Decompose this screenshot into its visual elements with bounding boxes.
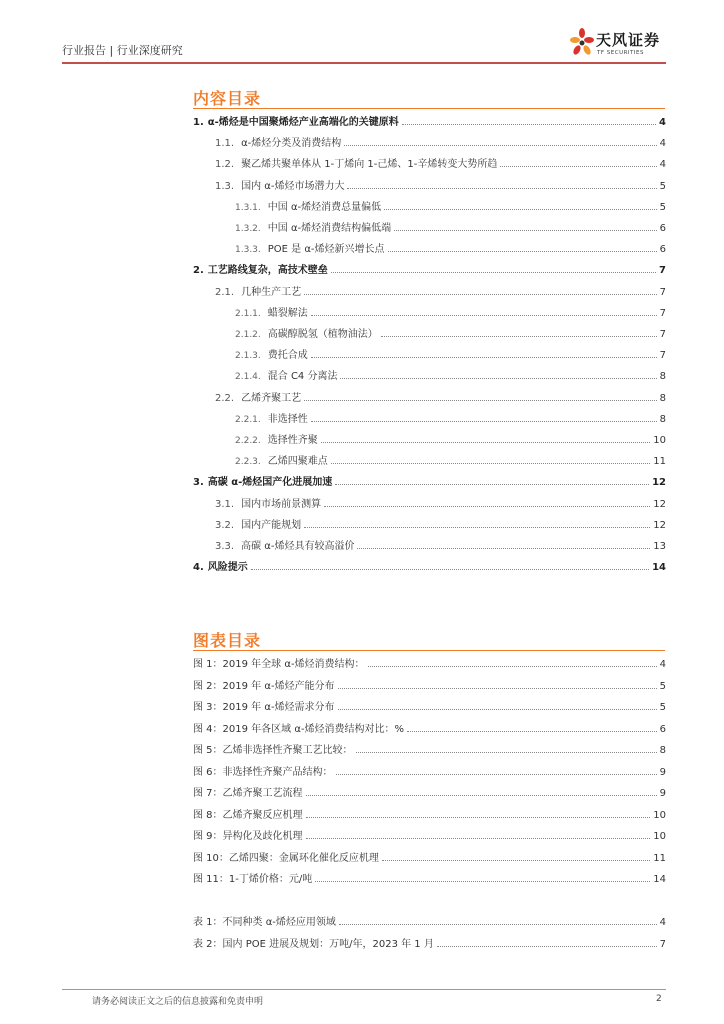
figure-entry-page: 4 <box>659 659 666 670</box>
toc-entry-page: 7 <box>659 307 666 319</box>
figure-entry-leader-dots <box>338 688 657 689</box>
toc-entry-leader-dots <box>311 421 657 422</box>
toc-entry-number: 2.1.3. <box>235 351 261 362</box>
toc-entry-number: 2.2. <box>215 392 235 404</box>
toc-entry-page: 14 <box>652 562 666 574</box>
toc-entry-number: 1.3.2. <box>235 224 261 234</box>
toc-entry-page: 12 <box>653 519 666 531</box>
toc-entry[interactable] <box>193 260 666 276</box>
toc-entry[interactable] <box>235 430 666 446</box>
footer-disclaimer: 请务必阅读正文之后的信息披露和免责申明 <box>92 997 264 1007</box>
figure-entry-label: 图 2：2019 年 α-烯烃产能分布 <box>193 680 335 692</box>
figure-entry-label: 图 6：非选择性齐聚产品结构： <box>193 766 333 778</box>
toc-entry-page: 10 <box>653 435 666 446</box>
toc-entry-page: 5 <box>659 180 666 192</box>
toc-entry-label: 高碳醇脱氢（植物油法） <box>267 329 378 340</box>
toc-entry-label: 乙烯齐聚工艺 <box>241 392 302 404</box>
toc-entry-number: 3.2. <box>215 519 235 531</box>
toc-entry-label: α-烯烃分类及消费结构 <box>241 138 342 150</box>
toc-entry[interactable] <box>235 239 666 255</box>
figure-entry-label: 图 3：2019 年 α-烯烃需求分布 <box>193 702 335 713</box>
figure-entry[interactable] <box>193 654 666 670</box>
toc-entry-label: 国内 α-烯烃市场潜力大 <box>241 180 345 192</box>
toc-entry-number: 2.2.3. <box>235 457 261 468</box>
figure-entry-page: 6 <box>659 723 666 735</box>
toc-entry[interactable] <box>235 409 666 425</box>
figure-entry-page: 9 <box>659 788 666 799</box>
toc-entry[interactable] <box>215 388 666 404</box>
toc-entry[interactable] <box>235 324 666 340</box>
toc-entry-number: 2. <box>193 265 204 277</box>
figure-entry-page: 8 <box>659 745 666 756</box>
toc-entry-page: 13 <box>653 541 666 552</box>
page-number: 2 <box>656 994 662 1004</box>
figure-entry[interactable] <box>193 676 666 692</box>
toc-entry[interactable] <box>235 451 666 467</box>
figure-entry-leader-dots <box>338 709 657 710</box>
toc-entry-leader-dots <box>304 294 657 295</box>
toc-entry-leader-dots <box>394 230 656 231</box>
toc-entry[interactable] <box>215 494 666 510</box>
toc-entry-leader-dots <box>324 506 650 507</box>
figure-entry-label: 图 1：2019 年全球 α-烯烃消费结构： <box>193 659 365 670</box>
toc-entry-page: 8 <box>659 392 666 404</box>
toc-entry-label: 几种生产工艺 <box>241 286 302 298</box>
toc-entry[interactable] <box>215 536 666 552</box>
figure-entry-leader-dots <box>356 752 657 753</box>
toc-entry-label: 非选择性 <box>267 413 308 425</box>
toc-entry-page: 7 <box>659 350 666 362</box>
toc-entry[interactable] <box>193 112 666 128</box>
toc-entry-leader-dots <box>500 166 656 167</box>
toc-entry-page: 7 <box>659 265 666 277</box>
figures-title-rule <box>193 650 665 651</box>
toc-entry[interactable] <box>235 303 666 319</box>
toc-entry-number: 2.1.2. <box>235 330 261 340</box>
toc-entry-number: 2.1.1. <box>235 308 261 319</box>
toc-entry-number: 2.2.2. <box>235 436 261 446</box>
figure-entry[interactable] <box>193 783 666 799</box>
toc-entry[interactable] <box>235 366 666 382</box>
figure-entry[interactable] <box>193 826 666 842</box>
toc-entry-page: 6 <box>659 244 666 256</box>
toc-entry-page: 11 <box>653 456 666 468</box>
figure-entry-label: 图 9：异构化及歧化机理 <box>193 831 303 842</box>
company-logo <box>568 25 678 61</box>
figure-entry-leader-dots <box>306 838 651 839</box>
toc-entry-label: POE 是 α-烯烃新兴增长点 <box>267 244 385 256</box>
logo-english-name: TF SECURITIES <box>597 50 644 56</box>
toc-entry-page: 7 <box>659 329 666 340</box>
figure-entry-page: 11 <box>653 852 666 864</box>
toc-entry[interactable] <box>215 515 666 531</box>
toc-entry[interactable] <box>235 345 666 361</box>
figure-entry-label: 图 10：乙烯四聚：金属环化催化反应机理 <box>193 852 379 864</box>
toc-entry[interactable] <box>215 133 666 149</box>
toc-entry-page: 6 <box>659 223 666 234</box>
figure-entry-leader-dots <box>315 881 650 882</box>
toc-entry-label: 国内市场前景测算 <box>241 498 322 510</box>
toc-entry-label: α-烯烃是中国聚烯烃产业高端化的关键原料 <box>207 117 399 128</box>
header-title: 行业报告 | 行业深度研究 <box>62 44 183 57</box>
toc-entry-number: 3.3. <box>215 541 235 552</box>
toc-entry-label: 工艺路线复杂，高技术壁垒 <box>207 265 328 277</box>
toc-entry-page: 7 <box>659 286 666 298</box>
toc-entry-number: 1. <box>193 117 204 128</box>
toc-entry-leader-dots <box>357 548 650 549</box>
toc-entry-label: 乙烯四聚难点 <box>267 456 328 468</box>
toc-entry-leader-dots <box>344 145 656 146</box>
figure-entry-leader-dots <box>382 860 650 861</box>
figure-entry[interactable] <box>193 762 666 778</box>
figure-entry[interactable] <box>193 740 666 756</box>
figure-entry-label: 图 7：乙烯齐聚工艺流程 <box>193 788 303 799</box>
table-entry-page: 7 <box>659 938 666 950</box>
toc-entry-leader-dots <box>331 463 651 464</box>
toc-entry-page: 8 <box>659 371 666 383</box>
toc-entry-leader-dots <box>311 357 657 358</box>
flower-logo-icon <box>568 25 596 61</box>
figure-entry-page: 5 <box>659 680 666 692</box>
toc-entry-page: 4 <box>659 117 666 128</box>
toc-entry-page: 12 <box>653 498 666 510</box>
toc-entry-label: 混合 C4 分离法 <box>267 371 338 383</box>
footer-rule <box>62 989 666 990</box>
toc-entry-leader-dots <box>304 400 657 401</box>
toc-entry-label: 聚乙烯共聚单体从 1-丁烯向 1-己烯、1-辛烯转变大势所趋 <box>241 159 498 171</box>
toc-entry-number: 2.1.4. <box>235 372 261 383</box>
toc-entry-leader-dots <box>335 484 649 485</box>
toc-entry[interactable] <box>215 282 666 298</box>
toc-entry-leader-dots <box>347 188 656 189</box>
toc-entry-number: 4. <box>193 562 204 574</box>
toc-entry-label: 蜡裂解法 <box>267 307 308 319</box>
toc-entry-number: 1.3.3. <box>235 245 261 256</box>
toc-entry[interactable] <box>215 176 666 192</box>
toc-entry-number: 3.1. <box>215 498 235 510</box>
figure-entry[interactable] <box>193 805 666 821</box>
toc-entry-number: 3. <box>193 477 204 489</box>
figure-entry[interactable] <box>193 848 666 864</box>
figure-entry-page: 5 <box>659 702 666 713</box>
toc-entry-label: 风险提示 <box>207 562 248 574</box>
table-entry[interactable] <box>193 934 666 950</box>
toc-entry-number: 1.2. <box>215 159 235 171</box>
table-entry-label: 表 1：不同种类 α-烯烃应用领域 <box>193 917 336 928</box>
toc-entry-label: 选择性齐聚 <box>267 435 318 446</box>
toc-entry-page: 4 <box>659 159 666 171</box>
toc-entry-label: 国内产能规划 <box>241 519 302 531</box>
table-entry-leader-dots <box>339 924 657 925</box>
figure-entry-label: 图 5：乙烯非选择性齐聚工艺比较： <box>193 745 353 756</box>
toc-entry-label: 高碳 α-烯烃具有较高溢价 <box>241 541 355 552</box>
figure-entry-page: 10 <box>653 809 666 821</box>
toc-title: 内容目录 <box>193 89 262 108</box>
toc-entry-label: 高碳 α-烯烃国产化进展加速 <box>207 477 333 489</box>
toc-entry-number: 2.1. <box>215 286 235 298</box>
toc-entry-number: 1.1. <box>215 138 235 150</box>
toc-entry-leader-dots <box>388 251 657 252</box>
figures-title: 图表目录 <box>193 631 262 650</box>
header-rule <box>62 62 666 64</box>
toc-entry-leader-dots <box>311 315 657 316</box>
toc-entry[interactable] <box>235 197 666 213</box>
figure-entry-page: 14 <box>653 874 666 885</box>
table-entry-page: 4 <box>659 917 666 928</box>
toc-entry[interactable] <box>215 154 666 170</box>
toc-entry-number: 1.3. <box>215 180 235 192</box>
toc-entry-leader-dots <box>402 124 656 125</box>
table-entry-label: 表 2：国内 POE 进展及规划：万吨/年，2023 年 1 月 <box>193 938 434 950</box>
table-entry-leader-dots <box>437 946 657 947</box>
figure-entry-leader-dots <box>306 795 657 796</box>
figure-entry[interactable] <box>193 697 666 713</box>
toc-entry-leader-dots <box>381 336 657 337</box>
toc-entry-leader-dots <box>321 442 651 443</box>
figure-entry-leader-dots <box>407 731 657 732</box>
toc-entry[interactable] <box>235 218 666 234</box>
toc-entry-label: 中国 α-烯烃消费总量偏低 <box>267 201 382 213</box>
toc-entry-number: 1.3.1. <box>235 202 261 213</box>
figure-entry[interactable] <box>193 869 666 885</box>
figure-entry-page: 9 <box>659 766 666 778</box>
table-entry[interactable] <box>193 912 666 928</box>
toc-entry-leader-dots <box>340 378 656 379</box>
logo-chinese-name: 天风证券 <box>596 31 661 49</box>
toc-entry[interactable] <box>193 472 666 488</box>
toc-entry-number: 2.2.1. <box>235 414 261 425</box>
figure-entry-leader-dots <box>306 817 651 818</box>
figure-entry-label: 图 8：乙烯齐聚反应机理 <box>193 809 303 821</box>
toc-entry-page: 12 <box>652 477 666 489</box>
toc-entry-label: 费托合成 <box>267 350 308 362</box>
toc-title-rule <box>193 108 665 109</box>
toc-entry-leader-dots <box>384 209 656 210</box>
toc-entry-label: 中国 α-烯烃消费结构偏低端 <box>267 223 392 234</box>
figure-entry-leader-dots <box>336 774 657 775</box>
toc-entry-leader-dots <box>304 527 650 528</box>
toc-entry-page: 8 <box>659 413 666 425</box>
toc-entry-page: 5 <box>659 201 666 213</box>
figure-entry-leader-dots <box>368 666 657 667</box>
toc-entry-leader-dots <box>251 569 649 570</box>
figure-entry[interactable] <box>193 719 666 735</box>
figure-entry-label: 图 11：1-丁烯价格：元/吨 <box>193 874 313 885</box>
figure-entry-label: 图 4：2019 年各区域 α-烯烃消费结构对比：% <box>193 723 405 735</box>
toc-entry[interactable] <box>193 557 666 573</box>
figure-entry-page: 10 <box>653 831 666 842</box>
toc-entry-page: 4 <box>659 138 666 150</box>
toc-entry-leader-dots <box>331 272 656 273</box>
